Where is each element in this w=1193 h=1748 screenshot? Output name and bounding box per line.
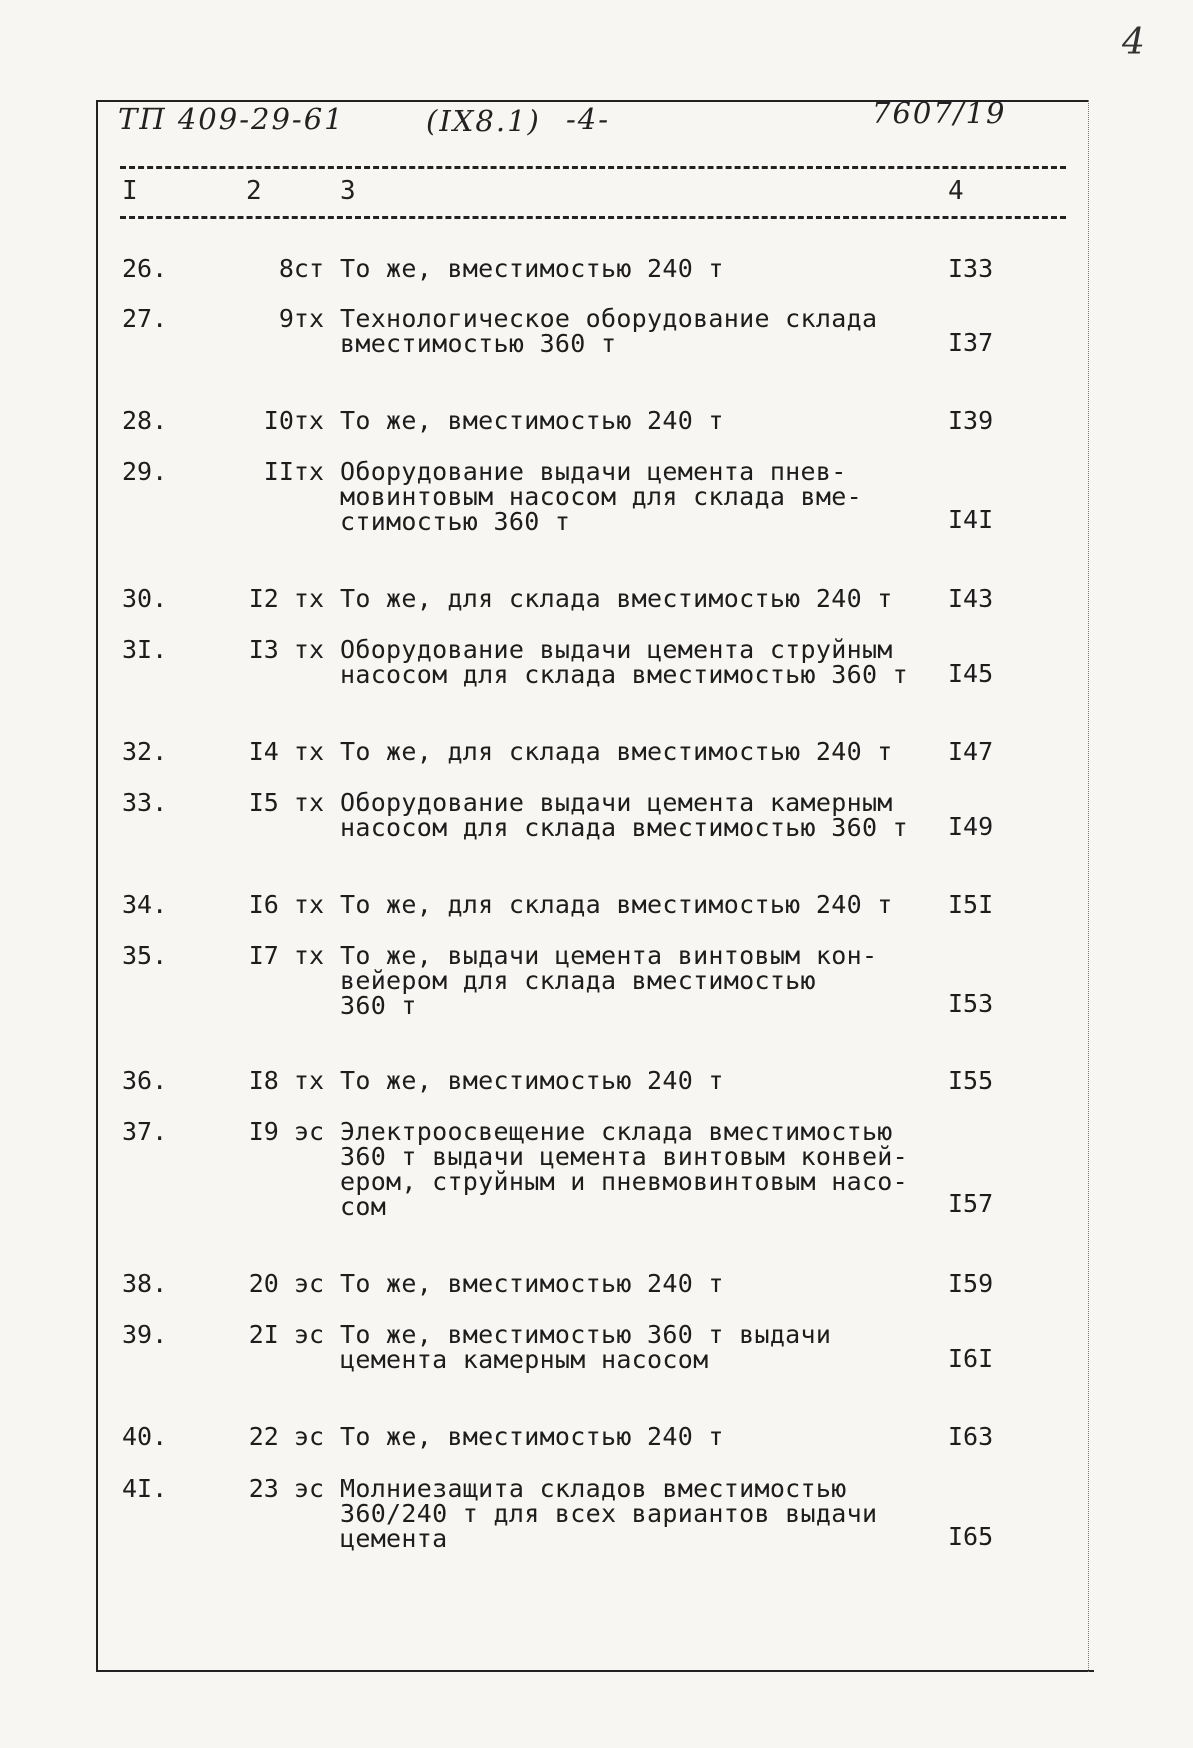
- item-title: Оборудование выдачи цемента камерным насосом для склада вместимостью 360 т: [340, 788, 908, 842]
- column-header-3: 3: [340, 176, 356, 206]
- item-page: I6I: [948, 1344, 994, 1373]
- item-title: То же, для склада вместимостью 240 т: [340, 890, 893, 919]
- item-code: I0тх: [263, 406, 324, 435]
- item-title: Молниезащита складов вместимостью 360/240 т для всех вариантов выдачи цемента: [340, 1474, 878, 1553]
- right-rule: [1088, 100, 1089, 1672]
- item-page: I4I: [948, 505, 994, 534]
- item-page: I5I: [948, 890, 994, 919]
- item-code: 22 эс: [248, 1422, 324, 1451]
- item-code: I7 тх: [248, 941, 324, 970]
- item-code: 2I эс: [248, 1320, 324, 1349]
- item-title: То же, для склада вместимостью 240 т: [340, 584, 893, 613]
- item-title: То же, выдачи цемента винтовым кон- вейером для склада вместимостью 360 т: [340, 941, 878, 1020]
- item-title: То же, вместимостью 240 т: [340, 1066, 724, 1095]
- item-page: I59: [948, 1269, 994, 1298]
- item-code: IIтх: [263, 457, 324, 486]
- sheet-number: -4-: [566, 102, 611, 136]
- project-code: ТП 409-29-61: [118, 102, 345, 136]
- item-page: I65: [948, 1522, 994, 1551]
- item-page: I57: [948, 1189, 994, 1218]
- item-code: I4 тх: [248, 737, 324, 766]
- item-code: 20 эс: [248, 1269, 324, 1298]
- item-title: То же, для склада вместимостью 240 т: [340, 737, 893, 766]
- item-number: 39.: [122, 1320, 168, 1349]
- item-page: I63: [948, 1422, 994, 1451]
- item-title: То же, вместимостью 360 т выдачи цемента камерным насосом: [340, 1320, 832, 1374]
- item-code: 23 эс: [248, 1474, 324, 1503]
- item-page: I33: [948, 254, 994, 283]
- item-number: 27.: [122, 304, 168, 333]
- column-header-1: I: [122, 176, 138, 206]
- album-number: (IX8.1): [426, 104, 541, 138]
- item-title: Оборудование выдачи цемента пнев- мовинтовым насосом для склада вме- стимостью 360 т: [340, 457, 862, 536]
- item-code: I6 тх: [248, 890, 324, 919]
- item-number: 37.: [122, 1117, 168, 1146]
- item-page: I37: [948, 328, 994, 357]
- item-title: То же, вместимостью 240 т: [340, 1269, 724, 1298]
- item-number: 30.: [122, 584, 168, 613]
- item-page: I49: [948, 812, 994, 841]
- item-number: 35.: [122, 941, 168, 970]
- item-number: 26.: [122, 254, 168, 283]
- item-title: Технологическое оборудование склада вместимостью 360 т: [340, 304, 878, 358]
- item-title: То же, вместимостью 240 т: [340, 406, 724, 435]
- header-rule-top: [120, 166, 1066, 169]
- item-code: 9тх: [278, 304, 324, 333]
- column-header-4: 4: [948, 176, 964, 206]
- item-number: 34.: [122, 890, 168, 919]
- item-code: 8ст: [278, 254, 324, 283]
- item-page: I47: [948, 737, 994, 766]
- item-code: I2 тх: [248, 584, 324, 613]
- item-page: I43: [948, 584, 994, 613]
- item-code: I3 тх: [248, 635, 324, 664]
- item-page: I45: [948, 659, 994, 688]
- item-number: 40.: [122, 1422, 168, 1451]
- header-rule-bottom: [120, 216, 1066, 219]
- item-title: То же, вместимостью 240 т: [340, 1422, 724, 1451]
- item-code: I5 тх: [248, 788, 324, 817]
- item-number: 32.: [122, 737, 168, 766]
- item-number: 3I.: [122, 635, 168, 664]
- item-number: 4I.: [122, 1474, 168, 1503]
- item-page: I53: [948, 989, 994, 1018]
- item-code: I8 тх: [248, 1066, 324, 1095]
- item-title: То же, вместимостью 240 т: [340, 254, 724, 283]
- item-number: 36.: [122, 1066, 168, 1095]
- inventory-number: 7607/19: [872, 96, 1007, 130]
- item-title: Электроосвещение склада вместимостью 360 т выдачи цемента винтовым конвей- ером, струйным и пневмовинтовым насо- сом: [340, 1117, 908, 1221]
- item-code: I9 эс: [248, 1117, 324, 1146]
- item-page: I55: [948, 1066, 994, 1095]
- item-title: Оборудование выдачи цемента струйным насосом для склада вместимостью 360 т: [340, 635, 908, 689]
- column-header-2: 2: [246, 176, 262, 206]
- item-page: I39: [948, 406, 994, 435]
- item-number: 29.: [122, 457, 168, 486]
- item-number: 28.: [122, 406, 168, 435]
- page-number: 4: [1122, 22, 1145, 63]
- item-number: 33.: [122, 788, 168, 817]
- item-number: 38.: [122, 1269, 168, 1298]
